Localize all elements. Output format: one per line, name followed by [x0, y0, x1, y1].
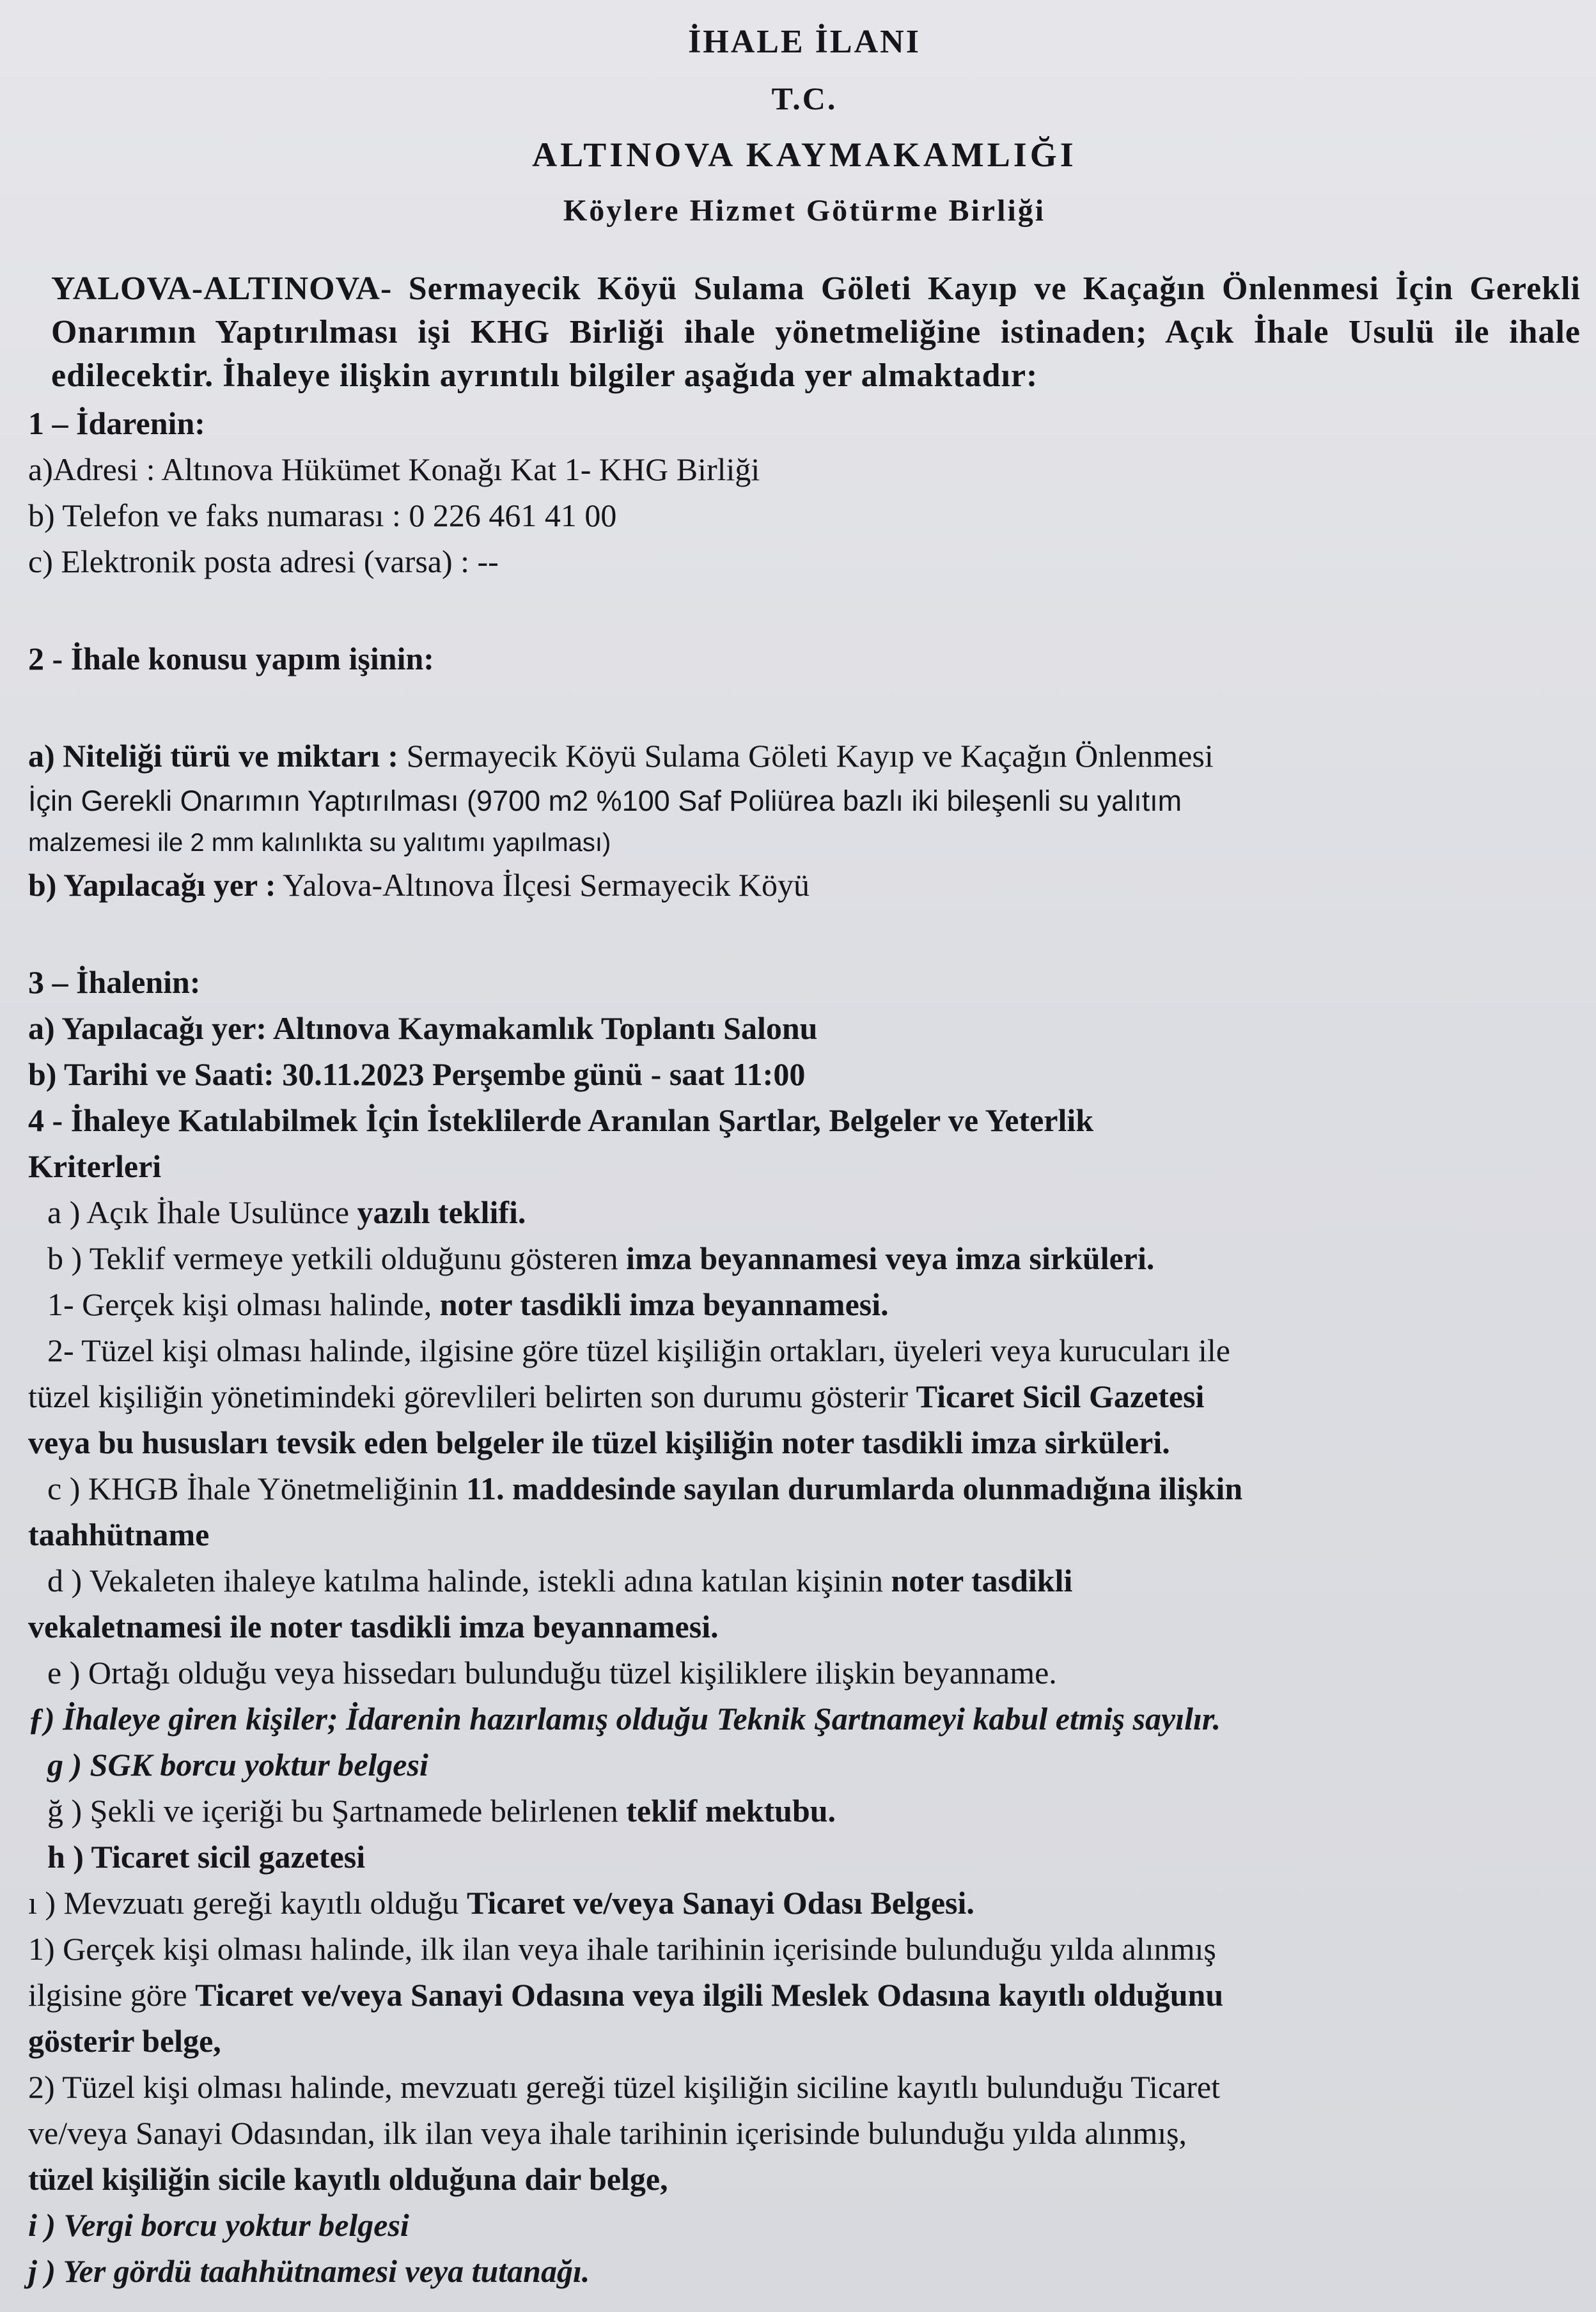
location-line: [28, 862, 1581, 908]
email-line: c) Elektronik posta adresi (varsa) : --: [28, 543, 499, 579]
section-2: [28, 636, 1581, 908]
req-b-text: b ) Teklif vermeye yetkili olduğunu gösteren: [47, 1240, 627, 1276]
authority-name: ALTINOVA KAYMAKAMLIĞI: [532, 136, 1077, 174]
req-b-2-line-1: 2- Tüzel kişi olması halinde, ilgisine göre tüzel kişiliğin ortakları, üyeleri veya kurucuları ile: [47, 1332, 1230, 1368]
location-text: Yalova-Altınova İlçesi Sermayecik Köyü: [276, 867, 810, 903]
req-c-line-2: taahhütname: [28, 1517, 210, 1552]
req-b-bold: imza beyannamesi veya imza sirküleri.: [626, 1240, 1155, 1276]
date-time-line: b) Tarihi ve Saati: 30.11.2023 Perşembe günü - saat 11:00: [28, 1056, 806, 1092]
req-i-1-line-1: 1) Gerçek kişi olması halinde, ilk ilan veya ihale tarihinin içerisinde bulunduğu yılda alınmış: [28, 1931, 1216, 1967]
section-4-title-2: Kriterleri: [28, 1148, 162, 1184]
req-j: j ) Yer gördü taahhütnamesi veya tutanağı.: [28, 2253, 590, 2289]
nature-text-3: malzemesi ile 2 mm kalınlıkta su yalıtımı yapılması): [28, 829, 611, 857]
section-2-title: 2 - İhale konusu yapım işinin:: [28, 641, 434, 676]
req-b-1-text: 1- Gerçek kişi olması halinde,: [47, 1286, 440, 1322]
req-d-line-2: vekaletnamesi ile noter tasdikli imza beyannamesi.: [28, 1609, 719, 1644]
req-gg-text: ğ ) Şekli ve içeriği bu Şartnamede belirlenen: [47, 1793, 627, 1829]
req-a: [28, 1189, 1581, 1235]
nature-label: a) Niteliği türü ve miktarı :: [28, 738, 399, 774]
req-b: [28, 1235, 1581, 1281]
nature-text-2: İçin Gerekli Onarımın Yaptırılması (9700 m2 %100 Saf Poliürea bazlı iki bileşenli su yalıtım: [28, 785, 1182, 817]
req-ii: i ) Vergi borcu yoktur belgesi: [28, 2207, 409, 2243]
req-g: g ) SGK borcu yoktur belgesi: [47, 1747, 428, 1783]
req-i-text: ı ) Mevzuatı gereği kayıtlı olduğu: [28, 1885, 467, 1921]
req-d-text: d ) Vekaleten ihaleye katılma halinde, istekli adına katılan kişinin: [47, 1563, 891, 1598]
state-label: T.C.: [771, 81, 838, 116]
req-b-1: [28, 1281, 1581, 1327]
req-a-bold: yazılı teklifi.: [357, 1194, 526, 1230]
section-3: [28, 959, 1581, 1097]
section-1-title: 1 – İdarenin:: [28, 405, 205, 441]
req-b-1-bold: noter tasdikli imza beyannamesi.: [439, 1286, 889, 1322]
nature-text-1: Sermayecik Köyü Sulama Göleti Kayıp ve Kaçağın Önlenmesi: [398, 738, 1214, 774]
req-b-2-line-2: [28, 1373, 1581, 1419]
req-i: [28, 1880, 1581, 1926]
notice-title: İHALE İLANI: [688, 24, 921, 60]
venue-line: a) Yapılacağı yer: Altınova Kaymakamlık Toplantı Salonu: [28, 1010, 818, 1046]
intro-paragraph: YALOVA-ALTINOVA- Sermayecik Köyü Sulama Göleti Kayıp ve Kaçağın Önlenmesi İçin Gerekli Onarımın Yaptırılması işi KHG Birliği ihale yönetmeliğine istinaden; Açık İhale Usulü ile ihale edilecektir. İhaleye ilişkin ayrıntılı bilgiler aşağıda yer almaktadır:: [51, 270, 1581, 394]
section-3-title: 3 – İhalenin:: [28, 964, 201, 1000]
req-e: e ) Ortağı olduğu veya hissedarı bulunduğu tüzel kişiliklere ilişkin beyanname.: [47, 1655, 1057, 1691]
req-i-2-line-3: tüzel kişiliğin sicile kayıtlı olduğuna dair belge,: [28, 2161, 668, 2197]
req-i-1-bold: Ticaret ve/veya Sanayi Odasına veya ilgili Meslek Odasına kayıtlı olduğunu: [195, 1977, 1224, 2013]
req-i-2-line-2: ve/veya Sanayi Odasından, ilk ilan veya ihale tarihinin içerisinde bulunduğu yılda alınmış,: [28, 2115, 1187, 2151]
location-label: b) Yapılacağı yer :: [28, 867, 276, 903]
section-4: [28, 1097, 1581, 2294]
req-c-bold: 11. maddesinde sayılan durumlarda olunmadığına ilişkin: [465, 1471, 1243, 1506]
req-b-2-line-3: veya bu hususları tevsik eden belgeler ile tüzel kişiliğin noter tasdikli imza sirküleri.: [28, 1425, 1170, 1460]
req-gg: [28, 1788, 1581, 1834]
address-line: a)Adresi : Altınova Hükümet Konağı Kat 1- KHG Birliği: [28, 451, 760, 487]
req-f: ƒ) İhaleye giren kişiler; İdarenin hazırlamış olduğu Teknik Şartnameyi kabul etmiş sayılır.: [28, 1701, 1221, 1737]
req-i-1-line-3: gösterir belge,: [28, 2023, 221, 2059]
notice-header: [28, 14, 1581, 239]
req-b-2-bold: Ticaret Sicil Gazetesi: [916, 1379, 1205, 1414]
req-i-bold: Ticaret ve/veya Sanayi Odası Belgesi.: [466, 1885, 974, 1921]
section-4-title-1: 4 - İhaleye Katılabilmek İçin İsteklilerde Aranılan Şartlar, Belgeler ve Yeterlik: [28, 1102, 1094, 1138]
req-gg-bold: teklif mektubu.: [626, 1793, 836, 1829]
req-a-text: a ) Açık İhale Usulünce: [47, 1194, 357, 1230]
req-d: [28, 1558, 1581, 1604]
req-b-2-text: tüzel kişiliğin yönetimindeki görevlileri belirten son durumu gösterir: [28, 1379, 916, 1414]
union-name: Köylere Hizmet Götürme Birliği: [563, 194, 1046, 228]
nature-line: [28, 733, 1581, 779]
req-h: h ) Ticaret sicil gazetesi: [47, 1839, 366, 1875]
req-c-text: c ) KHGB İhale Yönetmeliğinin: [47, 1471, 466, 1506]
req-d-bold: noter tasdikli: [891, 1563, 1073, 1598]
phone-line: b) Telefon ve faks numarası : 0 226 461 41 00: [28, 497, 617, 533]
req-c: [28, 1465, 1581, 1511]
req-i-2-line-1: 2) Tüzel kişi olması halinde, mevzuatı gereği tüzel kişiliğin siciline kayıtlı bulunduğu Ticaret: [28, 2069, 1221, 2105]
section-1: [28, 400, 1581, 584]
req-i-1-line-2: [28, 1972, 1581, 2018]
req-i-1-text: ilgisine göre: [28, 1977, 196, 2013]
